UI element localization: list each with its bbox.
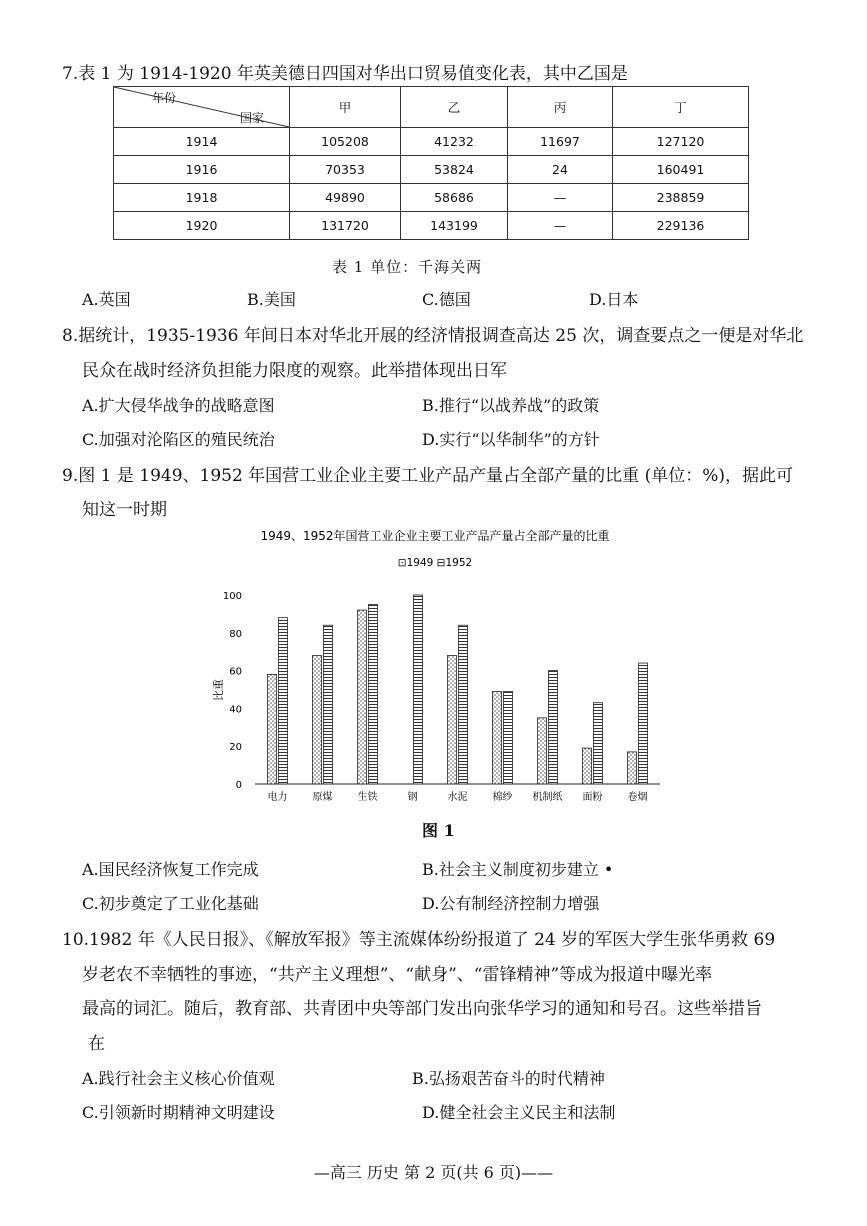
- q8-option-a[interactable]: A.扩大侵华战争的战略意图: [82, 396, 275, 415]
- table-caption: 表 1 单位：千海关两: [332, 258, 483, 276]
- q10-option-b[interactable]: B.弘扬艰苦奋斗的时代精神: [412, 1069, 605, 1088]
- q9-option-b[interactable]: B.社会主义制度初步建立 •: [422, 860, 614, 879]
- col-header: 丙: [508, 87, 613, 128]
- q10-option-a[interactable]: A.践行社会主义核心价值观: [82, 1069, 275, 1088]
- q10-stem-line2: 岁老农不幸牺牲的事迹，“共产主义理想”、“献身”、“雷锋精神”等成为报道中曝光率: [82, 965, 713, 985]
- table-cell: —: [508, 212, 613, 240]
- y-tick-label: 80: [229, 628, 242, 640]
- table-cell: 131720: [290, 212, 401, 240]
- bar-1952-棉纱: [504, 691, 513, 784]
- bar-1949-水泥: [448, 655, 457, 784]
- q9-option-c[interactable]: C.初步奠定了工业化基础: [82, 894, 259, 913]
- table-cell: 160491: [613, 156, 749, 184]
- chart-title: 1949、1952年国营工业企业主要工业产品产量占全部产量的比重: [260, 529, 610, 543]
- page-footer: —高三 历史 第 2 页(共 6 页)——: [313, 1163, 554, 1182]
- x-tick-label: 钢: [407, 792, 418, 803]
- trade-table: [113, 86, 749, 240]
- bar-1949-原煤: [313, 655, 322, 784]
- table-corner-cell: [114, 87, 290, 128]
- table-cell: 11697: [508, 128, 613, 156]
- q7-option-b[interactable]: B.美国: [247, 290, 296, 309]
- x-tick-label: 水泥: [447, 792, 468, 803]
- row-year: 1920: [114, 212, 290, 240]
- corner-country-label: 国家: [240, 111, 265, 125]
- bar-1952-水泥: [459, 625, 468, 784]
- bar-1952-原煤: [324, 625, 333, 784]
- q10-option-c[interactable]: C.引领新时期精神文明建设: [82, 1103, 275, 1122]
- q8-stem-line2: 民众在战时经济负担能力限度的观察。此举措体现出日军: [82, 361, 507, 381]
- y-tick-label: 60: [229, 666, 242, 678]
- q9-option-a[interactable]: A.国民经济恢复工作完成: [82, 860, 259, 879]
- bar-1952-卷烟: [639, 663, 648, 784]
- bars: [268, 595, 648, 784]
- q8-stem-line1: 8.据统计，1935-1936 年间日本对华北开展的经济情报调查高达 25 次，调查要点之一便是对华北: [62, 326, 804, 346]
- x-tick-label: 电力: [267, 792, 288, 803]
- figure-caption: 图 1: [422, 821, 455, 840]
- bar-1949-卷烟: [628, 752, 637, 784]
- table-cell: 70353: [290, 156, 401, 184]
- q10-option-d[interactable]: D.健全社会主义民主和法制: [422, 1103, 616, 1122]
- table-row: [114, 184, 749, 212]
- q8-option-b[interactable]: B.推行“以战养战”的政策: [422, 396, 600, 415]
- y-tick-label: 100: [222, 591, 242, 602]
- bar-1949-面粉: [583, 748, 592, 784]
- table-row: [114, 212, 749, 240]
- table-cell: 49890: [290, 184, 401, 212]
- q10-stem-line1: 10.1982 年《人民日报》、《解放军报》等主流媒体纷纷报道了 24 岁的军医大学生张华勇救 69: [62, 930, 776, 950]
- y-tick-labels: [223, 591, 242, 791]
- table-cell: 53824: [401, 156, 508, 184]
- row-year: 1918: [114, 184, 290, 212]
- x-tick-label: 原煤: [312, 792, 333, 803]
- q9-stem-line2: 知这一时期: [82, 500, 167, 520]
- q7-option-d[interactable]: D.日本: [589, 290, 639, 309]
- y-tick-label: 40: [229, 704, 242, 716]
- col-header: 乙: [401, 87, 508, 128]
- bar-1952-面粉: [594, 703, 603, 784]
- bar-1952-生铁: [369, 604, 378, 784]
- q7-stem: 7.表 1 为 1914-1920 年英美德日四国对华出口贸易值变化表，其中乙国是: [62, 64, 628, 84]
- q8-option-d[interactable]: D.实行“以华制华”的方针: [422, 430, 600, 449]
- table-cell: 24: [508, 156, 613, 184]
- bar-1949-棉纱: [493, 691, 502, 784]
- bar-1949-生铁: [358, 610, 367, 784]
- table-cell: 105208: [290, 128, 401, 156]
- corner-year-label: 年份: [152, 91, 177, 105]
- x-tick-label: 棉纱: [492, 792, 513, 803]
- y-axis-label: 比重: [212, 679, 225, 701]
- table-row: [114, 128, 749, 156]
- table-cell: 143199: [401, 212, 508, 240]
- q9-option-d[interactable]: D.公有制经济控制力增强: [422, 894, 600, 913]
- x-tick-labels: [268, 790, 648, 803]
- table-cell: 229136: [613, 212, 749, 240]
- row-year: 1914: [114, 128, 290, 156]
- table-cell: 41232: [401, 128, 508, 156]
- x-tick-label: 面粉: [582, 792, 603, 803]
- chart-legend: ⊡1949 ⊟1952: [397, 557, 473, 569]
- q7-option-a[interactable]: A.英国: [82, 290, 131, 309]
- col-header: 甲: [290, 87, 401, 128]
- table-cell: 127120: [613, 128, 749, 156]
- q8-option-c[interactable]: C.加强对沦陷区的殖民统治: [82, 430, 275, 449]
- bar-1952-电力: [279, 618, 288, 784]
- bar-1949-电力: [268, 674, 277, 784]
- q7-option-c[interactable]: C.德国: [422, 290, 471, 309]
- table-cell: —: [508, 184, 613, 212]
- table-cell: 58686: [401, 184, 508, 212]
- bar-1949-机制纸: [538, 718, 547, 784]
- bar-1952-钢: [414, 595, 423, 784]
- bar-1952-机制纸: [549, 671, 558, 784]
- bar-chart: [200, 520, 670, 820]
- table-row: [114, 156, 749, 184]
- x-tick-label: 机制纸: [532, 792, 563, 803]
- q10-stem-line4: 在: [88, 1034, 105, 1054]
- y-tick-label: 0: [235, 780, 242, 791]
- x-tick-label: 生铁: [357, 792, 378, 803]
- q10-stem-line3: 最高的词汇。随后，教育部、共青团中央等部门发出向张华学习的通知和号召。这些举措旨: [82, 999, 762, 1019]
- col-header: 丁: [613, 87, 749, 128]
- q9-stem-line1: 9.图 1 是 1949、1952 年国营工业企业主要工业产品产量占全部产量的比重 (单位：%)，据此可: [62, 466, 793, 486]
- row-year: 1916: [114, 156, 290, 184]
- table-header-row: [114, 87, 749, 128]
- x-tick-label: 卷烟: [627, 792, 648, 803]
- y-tick-label: 20: [229, 742, 242, 754]
- table-cell: 238859: [613, 184, 749, 212]
